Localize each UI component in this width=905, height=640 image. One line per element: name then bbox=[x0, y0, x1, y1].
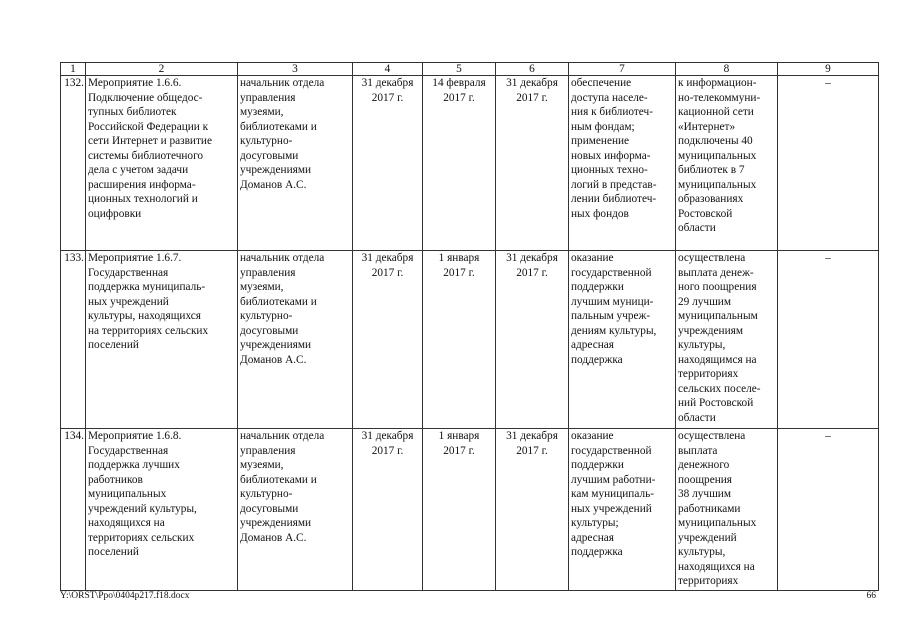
planned-end-date-cell: 31 декабря 2017 г. bbox=[353, 429, 423, 591]
note-cell: – bbox=[778, 429, 879, 591]
column-number: 3 bbox=[238, 63, 353, 76]
page-number: 66 bbox=[866, 591, 876, 601]
actual-start-date-cell: 1 января 2017 г. bbox=[423, 251, 496, 429]
column-number: 8 bbox=[676, 63, 778, 76]
document-file-path: Y:\ORST\Ppo\0404p217.f18.docx bbox=[60, 591, 190, 601]
row-number: 133. bbox=[61, 251, 86, 429]
responsible-cell: начальник отдела управления музеями, библиотеками и культурно- досуговыми учреждениями Доманов А.С. bbox=[238, 76, 353, 251]
expected-result-cell: обеспечение доступа населе- ния к библиотеч- ным фондам; применение новых информа- ционных техно- логий в представ- лении библиотеч- ных фондов bbox=[569, 76, 676, 251]
actual-result-cell: осуществлена выплата денеж- ного поощрения 29 лучшим муниципальным учреждениям культуры, находящимся на территориях сельских поселе- ний Ростовской области bbox=[676, 251, 778, 429]
column-number: 9 bbox=[778, 63, 879, 76]
note-cell: – bbox=[778, 76, 879, 251]
responsible-cell: начальник отдела управления музеями, библиотеками и культурно- досуговыми учреждениями Доманов А.С. bbox=[238, 429, 353, 591]
table-row bbox=[61, 76, 879, 251]
planned-end-date-cell: 31 декабря 2017 г. bbox=[353, 251, 423, 429]
actual-result-cell: к информацион- но-телекоммуни- кационной сети «Интернет» подключены 40 муниципальных библиотек в 7 муниципальных образованиях Ростовской области bbox=[676, 76, 778, 251]
planned-end-date-cell: 31 декабря 2017 г. bbox=[353, 76, 423, 251]
note-cell: – bbox=[778, 251, 879, 429]
expected-result-cell: оказание государственной поддержки лучшим работни- кам муниципаль- ных учреждений культуры; адресная поддержка bbox=[569, 429, 676, 591]
actual-end-date-cell: 31 декабря 2017 г. bbox=[496, 76, 569, 251]
column-number: 7 bbox=[569, 63, 676, 76]
column-number: 6 bbox=[496, 63, 569, 76]
table-row bbox=[61, 251, 879, 429]
column-number: 5 bbox=[423, 63, 496, 76]
expected-result-cell: оказание государственной поддержки лучшим муници- пальным учреж- дениям культуры, адресная поддержка bbox=[569, 251, 676, 429]
column-number: 4 bbox=[353, 63, 423, 76]
actual-start-date-cell: 1 января 2017 г. bbox=[423, 429, 496, 591]
column-number-header-row bbox=[61, 63, 879, 76]
activity-cell: Мероприятие 1.6.6. Подключение общедос- тупных библиотек Российской Федерации к сети Интернет и развитие системы библиотечного дела с учетом задачи расширения информа- ционных технологий и оцифровки bbox=[86, 76, 238, 251]
report-table bbox=[60, 62, 879, 591]
column-number: 1 bbox=[61, 63, 86, 76]
activity-cell: Мероприятие 1.6.8. Государственная поддержка лучших работников муниципальных учреждений культуры, находящихся на территориях сельских поселений bbox=[86, 429, 238, 591]
table-row bbox=[61, 429, 879, 591]
actual-end-date-cell: 31 декабря 2017 г. bbox=[496, 251, 569, 429]
activity-cell: Мероприятие 1.6.7. Государственная поддержка муниципаль- ных учреждений культуры, находящихся на территориях сельских поселений bbox=[86, 251, 238, 429]
row-number: 132. bbox=[61, 76, 86, 251]
actual-result-cell: осуществлена выплата денежного поощрения 38 лучшим работниками муниципальных учреждений культуры, находящихся на территориях bbox=[676, 429, 778, 591]
actual-start-date-cell: 14 февраля 2017 г. bbox=[423, 76, 496, 251]
responsible-cell: начальник отдела управления музеями, библиотеками и культурно- досуговыми учреждениями Доманов А.С. bbox=[238, 251, 353, 429]
actual-end-date-cell: 31 декабря 2017 г. bbox=[496, 429, 569, 591]
row-number: 134. bbox=[61, 429, 86, 591]
column-number: 2 bbox=[86, 63, 238, 76]
